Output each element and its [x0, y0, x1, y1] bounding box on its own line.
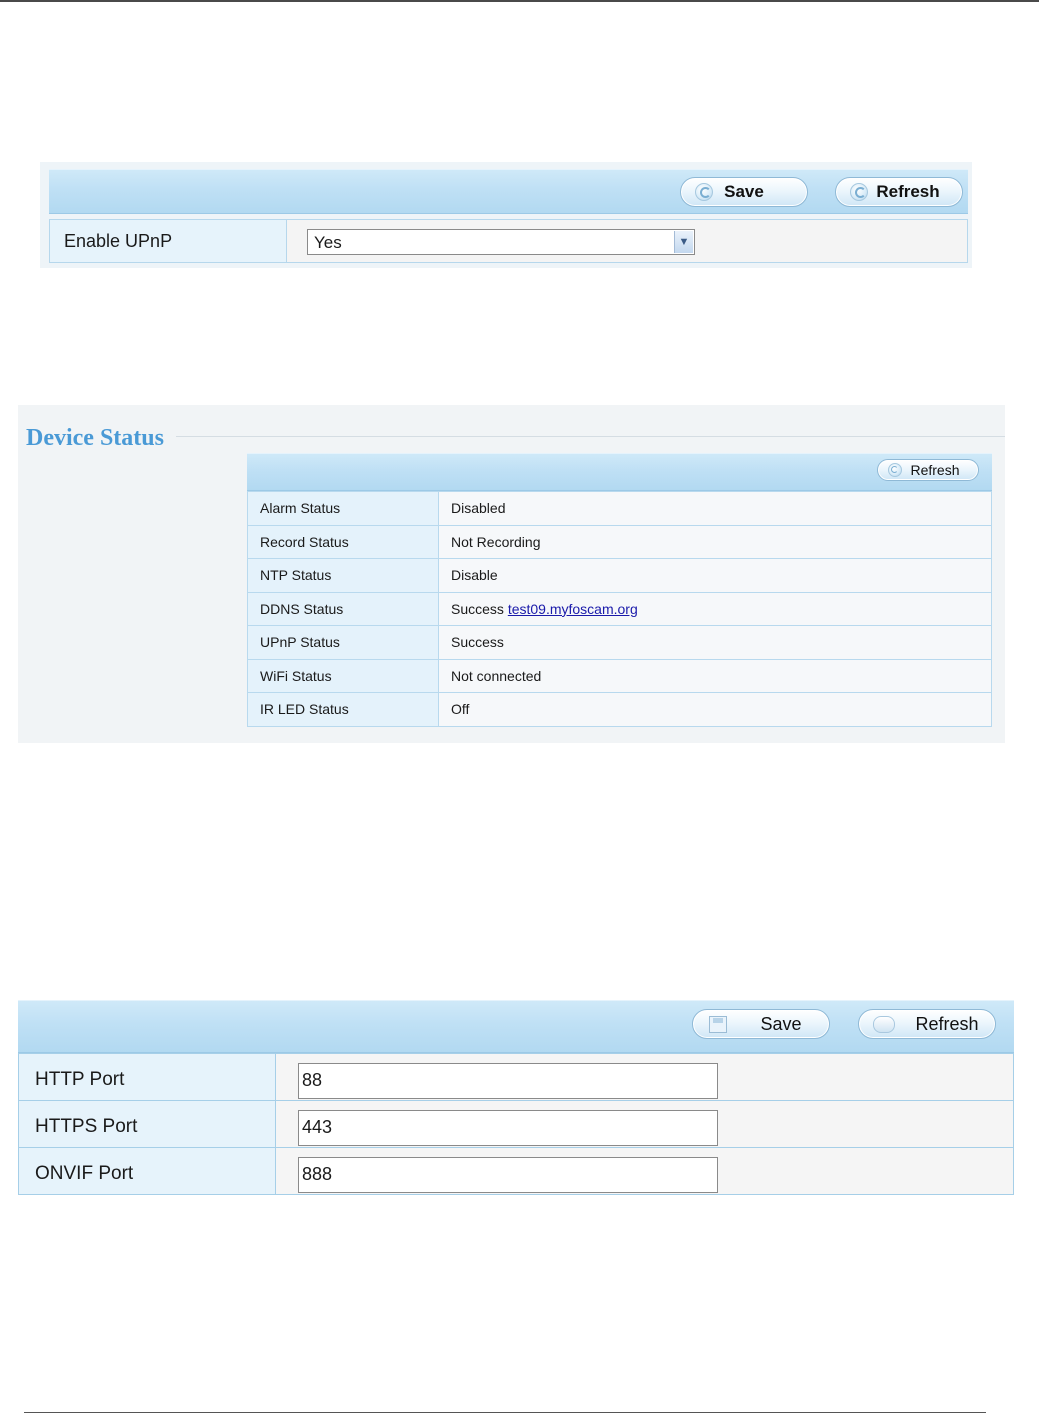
status-value: Not connected: [439, 659, 992, 693]
table-row: [248, 659, 992, 693]
refresh-icon: [850, 183, 868, 201]
upnp-panel: [40, 162, 972, 268]
device-status-panel: [18, 405, 1005, 743]
status-label: Record Status: [248, 525, 439, 559]
refresh-button[interactable]: [858, 1009, 996, 1039]
status-value: Off: [439, 693, 992, 727]
table-row: [248, 492, 992, 526]
http-port-cell: [276, 1054, 1014, 1101]
enable-upnp-selected-value: Yes: [314, 233, 342, 252]
status-value: Success: [439, 626, 992, 660]
device-status-toolbar: [247, 453, 992, 491]
https-port-cell: [276, 1101, 1014, 1148]
save-icon: [709, 1016, 727, 1033]
refresh-button[interactable]: [835, 177, 963, 207]
status-label: IR LED Status: [248, 693, 439, 727]
ddns-domain-link[interactable]: test09.myfoscam.org: [507, 600, 638, 617]
refresh-button-label: Refresh: [910, 462, 960, 478]
page-bottom-rule: [24, 1412, 986, 1413]
page-top-rule: [0, 0, 1039, 2]
status-label: UPnP Status: [248, 626, 439, 660]
save-button-label: Save: [760, 1013, 802, 1034]
status-value: Success: [451, 600, 504, 617]
refresh-icon: [873, 1016, 895, 1033]
https-port-label: HTTPS Port: [19, 1101, 276, 1148]
enable-upnp-select[interactable]: [307, 229, 695, 255]
status-value: Disable: [439, 559, 992, 593]
refresh-icon: [888, 463, 902, 477]
refresh-button-label: Refresh: [876, 182, 940, 201]
port-settings-panel: [18, 1000, 1014, 1195]
port-toolbar: [18, 1000, 1014, 1053]
table-row: [248, 693, 992, 727]
refresh-button-label: Refresh: [915, 1013, 979, 1034]
onvif-port-cell: [276, 1148, 1014, 1195]
table-row: [248, 559, 992, 593]
table-row: [248, 626, 992, 660]
status-value-cell: [439, 592, 992, 626]
table-row: [248, 592, 992, 626]
device-status-title: Device Status: [26, 425, 164, 451]
onvif-port-input[interactable]: 888: [298, 1157, 718, 1193]
status-value: Not Recording: [439, 525, 992, 559]
device-status-table: [247, 491, 992, 727]
https-port-input[interactable]: 443: [298, 1110, 718, 1146]
status-label: NTP Status: [248, 559, 439, 593]
chevron-down-icon[interactable]: ▼: [674, 231, 693, 253]
status-label: DDNS Status: [248, 592, 439, 626]
status-label: WiFi Status: [248, 659, 439, 693]
save-button[interactable]: [692, 1009, 830, 1039]
save-icon: [695, 183, 713, 201]
table-row: [19, 1148, 1014, 1195]
enable-upnp-label: Enable UPnP: [50, 220, 287, 262]
table-row: [19, 1054, 1014, 1101]
enable-upnp-row: [49, 219, 968, 263]
upnp-toolbar: [49, 169, 968, 214]
port-table: [18, 1053, 1014, 1195]
table-row: [19, 1101, 1014, 1148]
http-port-input[interactable]: 88: [298, 1063, 718, 1099]
table-row: [248, 525, 992, 559]
onvif-port-label: ONVIF Port: [19, 1148, 276, 1195]
refresh-button[interactable]: [877, 459, 979, 481]
save-button-label: Save: [724, 182, 764, 201]
status-value: Disabled: [439, 492, 992, 526]
http-port-label: HTTP Port: [19, 1054, 276, 1101]
enable-upnp-value-cell: [287, 220, 967, 262]
status-label: Alarm Status: [248, 492, 439, 526]
save-button[interactable]: [680, 177, 808, 207]
title-divider: [176, 436, 1005, 437]
